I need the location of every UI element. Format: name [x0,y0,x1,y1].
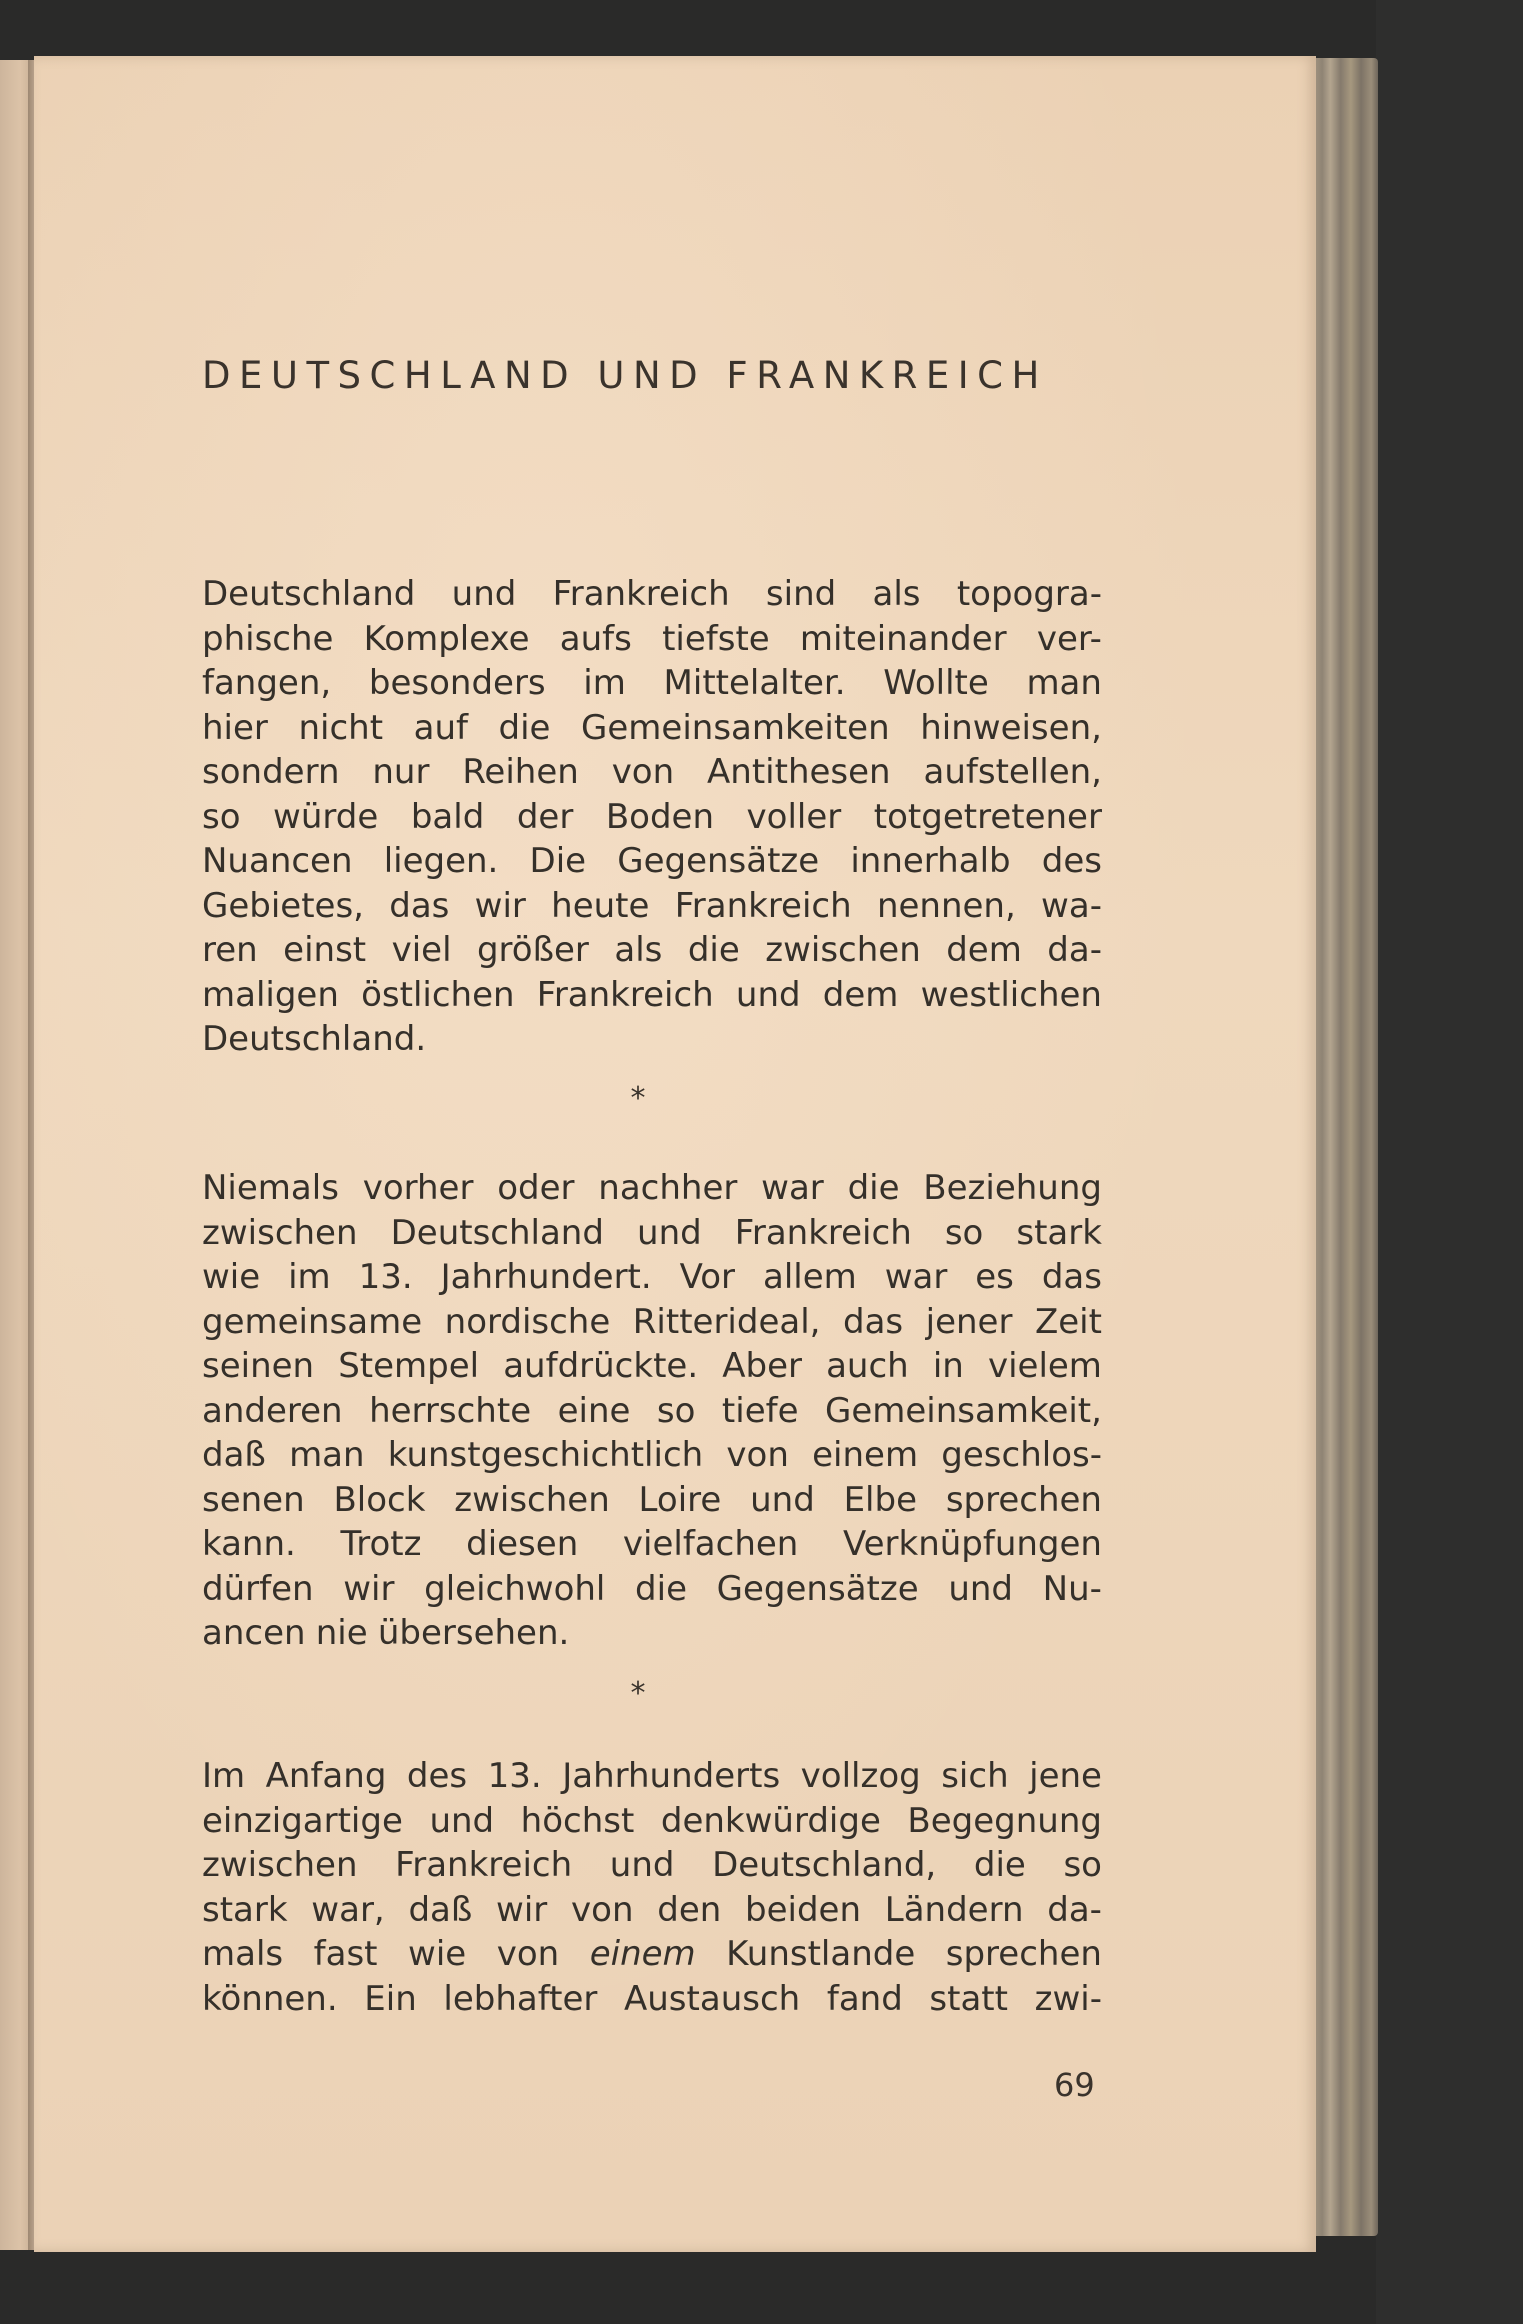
text-line: anderen herrschte eine so tiefe Gemeinsamkeit, [202,1390,1102,1431]
chapter-heading: DEUTSCHLAND UND FRANKREICH [202,354,1048,397]
text-line: Niemals vorher oder nachher war die Beziehung [202,1168,1102,1208]
text-line: stark war, daß wir von den beiden Ländern da- [202,1889,1102,1930]
paragraph-1 [202,572,1102,1062]
text-line: seinen Stempel aufdrückte. Aber auch in vielem [202,1346,1102,1386]
text-line: kann. Trotz diesen vielfachen Verknüpfungen [202,1524,1102,1564]
section-separator: * [630,1081,646,1116]
book-page [34,56,1316,2252]
section-separator: * [630,1676,646,1711]
text-line: Deutschland und Frankreich sind als topogra- [202,574,1102,614]
page-edges [1310,58,1378,2236]
text-line: ancen nie übersehen. [202,1613,570,1653]
text-line: senen Block zwischen Loire und Elbe sprechen [202,1479,1102,1520]
text-line: so würde bald der Boden voller totgetretener [202,796,1102,837]
text-line: daß man kunstgeschichtlich von einem geschlos- [202,1435,1102,1475]
text-line: einzigartige und höchst denkwürdige Begegnung [202,1800,1102,1841]
text-line: mals fast wie von einem Kunstlande sprechen [202,1934,1102,1974]
right-background [1376,0,1523,2324]
text-line: zwischen Deutschland und Frankreich so stark [202,1212,1102,1253]
text-line: wie im 13. Jahrhundert. Vor allem war es das [202,1257,1102,1297]
text-line: können. Ein lebhafter Austausch fand statt zwi- [202,1978,1102,2019]
text-line: Deutschland. [202,1019,427,1059]
text-line: dürfen wir gleichwohl die Gegensätze und Nu- [202,1568,1102,1609]
paragraph-2 [202,1166,1102,1656]
text-line: phische Komplexe aufs tiefste miteinander ver- [202,618,1102,659]
page-number: 69 [1054,2066,1095,2104]
text-line: fangen, besonders im Mittelalter. Wollte man [202,663,1102,703]
paragraph-3 [202,1754,1102,2021]
text-line: ren einst viel größer als die zwischen dem da- [202,930,1102,970]
text-line: maligen östlichen Frankreich und dem westlichen [202,974,1102,1015]
text-line: sondern nur Reihen von Antithesen aufstellen, [202,752,1102,792]
text-line: hier nicht auf die Gemeinsamkeiten hinweisen, [202,707,1102,748]
text-line: zwischen Frankreich und Deutschland, die so [202,1845,1102,1885]
text-line: Gebietes, das wir heute Frankreich nennen, wa- [202,885,1102,926]
text-line: gemeinsame nordische Ritterideal, das jener Zeit [202,1301,1102,1342]
text-line: Nuancen liegen. Die Gegensätze innerhalb des [202,841,1102,881]
text-line: Im Anfang des 13. Jahrhunderts vollzog sich jene [202,1756,1102,1796]
